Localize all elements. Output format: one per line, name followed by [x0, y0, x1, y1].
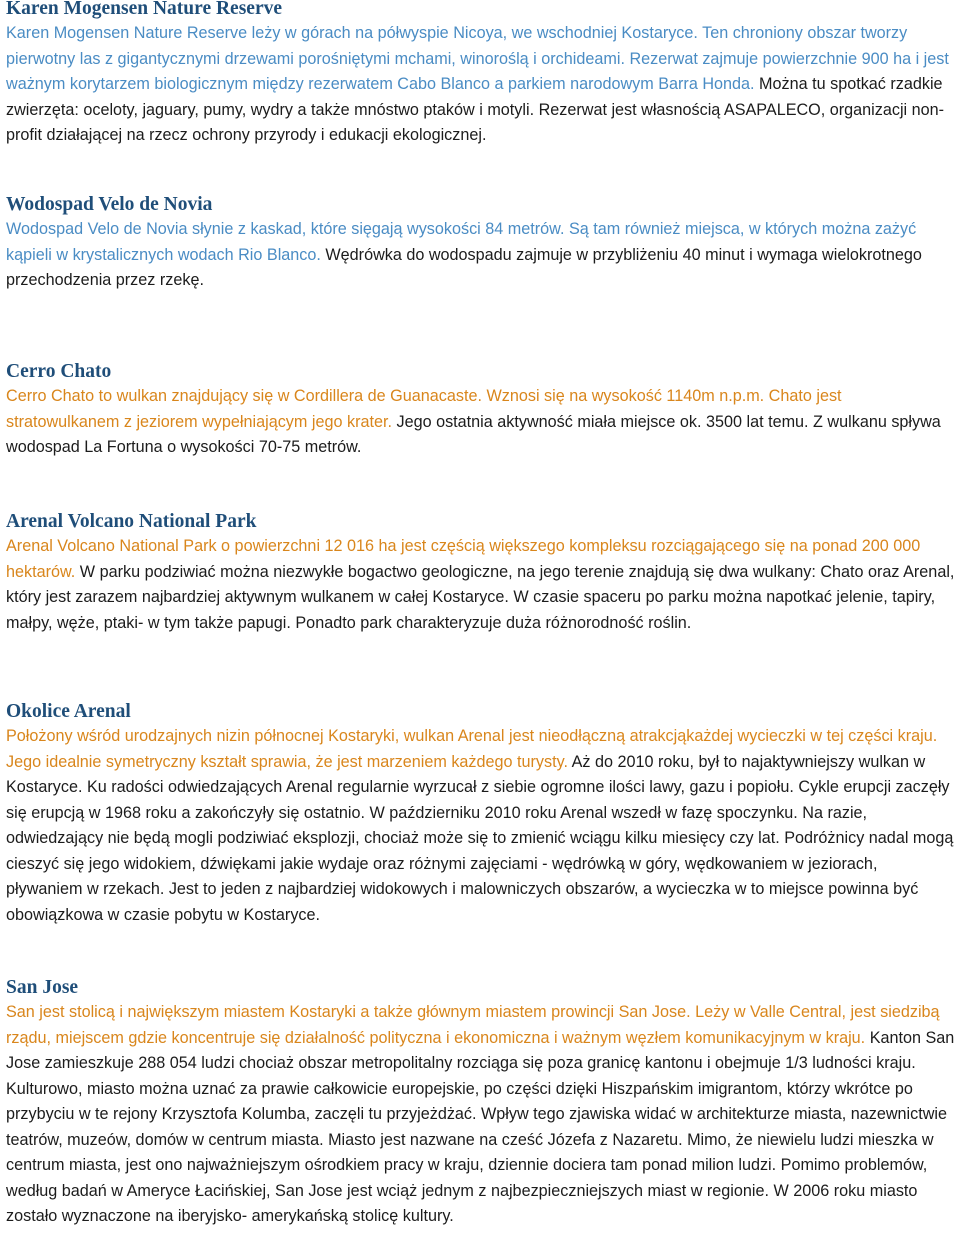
section-title: Arenal Volcano National Park [6, 511, 257, 532]
text-black: Można tu spotkać rzadkie zwierzęta: oceloty, jaguary, pumy, wydry a także mnóstwo ptaków i motyli. Rezerwat jest własnością ASAPALECO, organizacji non- profit działającej na rzecz ochrony przyrody i edukacji ekologicznej. [6, 75, 945, 144]
section-body [6, 217, 956, 294]
section-title: San Jose [6, 977, 79, 998]
section-body [6, 724, 956, 928]
text-black: Wędrówka do wodospadu zajmuje w przybliżeniu 40 minut i wymaga wielokrotnego przechodzenia przez rzekę. [6, 245, 922, 289]
section-body [6, 534, 956, 636]
text-black: Kanton San Jose zamieszkuje 288 054 ludzi chociaż obszar metropolitalny rozciąga się poza granicę kantonu i obejmuje 1/3 ludności kraju. Kulturowo, miasto można uznać za prawie całkowicie europejskie, po części dzięki Hiszpańskim imigrantom, którzy wkrótce po przybyciu w te rejony Krzysztofa Kolumba, zaczęli tu przyjeżdżać. Wpływ tego zjawiska widać w architekturze miasta, nazewnictwie teatrów, muzeów, domów w centrum miasta. Miasto jest nazwane na cześć Józefa z Nazaretu. Mimo, że niewielu ludzi mieszka w centrum miasta, jest ono najważniejszym ośrodkiem pracy w kraju, dziennie dociera tam ponad milion ludzi. Pomimo problemów, według badań w Ameryce Łacińskiej, San Jose jest wciąż jednym z najbezpieczniejszych miast w regionie. W 2006 roku miasto zostało wyznaczone na iberyjsko- amerykańską stolicę kultury. [6, 1028, 955, 1225]
text-black: Aż do 2010 roku, był to najaktywniejszy wulkan w Kostaryce. Ku radości odwiedzających Arenal regularnie wyrzucał z siebie ogromne ilości lawy, gazu i popiołu. Cykle erupcji zaczęły się erupcją w 1968 roku a zakończyły się ostatnio. W październiku 2010 roku Arenal wszedł w fazę spoczynku. Na razie, odwiedzający nie będą mogli podziwiać eksplozji, chociaż może się to zmienić wciągu kilku miesięcy czy lat. Podróżnicy nadal mogą cieszyć się jego widokiem, dźwiękami jakie wydaje oraz różnymi zajęciami - wędrówką w góry, wędkowaniem w jeziorach, pływaniem w rzekach. Jest to jeden z najbardziej widokowych i malowniczych obszarów, a wycieczka w to miejsce powinna być obowiązkowa w czasie pobytu w Kostaryce. [6, 752, 954, 924]
text-orange: Arenal Volcano National Park o powierzchni 12 016 ha jest częścią większego kompleksu rozciągającego się na ponad 200 000 hektarów. [6, 537, 921, 581]
text-blue: Karen Mogensen Nature Reserve leży w górach na półwyspie Nicoya, we wschodniej Kostaryce. Ten chroniony obszar tworzy pierwotny las z gigantycznymi drzewami porośniętymi mchami, winoroślą i orchideami. [6, 24, 908, 68]
section-karen-mogensen [6, 0, 956, 149]
text-orange: Cerro Chato to wulkan znajdujący się w Cordillera de Guanacaste. [6, 387, 482, 405]
section-body [6, 1000, 956, 1230]
section-body [6, 21, 956, 149]
text-orange: Jego idealnie symetryczny kształt sprawia, że jest marzeniem każdego turysty. [6, 752, 568, 771]
section-title: Wodospad Velo de Novia [6, 194, 213, 215]
text-orange: Wznosi się na wysokość 1140m n.p.m. Chato jest stratowulkanem z jeziorem wypełniającym jego krater. [6, 387, 842, 431]
section-okolice-arenal [6, 700, 956, 928]
text-orange: Położony wśród urodzajnych nizin północnej Kostaryki, wulkan Arenal jest nieodłączną atrakcjąkażdej wycieczki w tej części kraju. [6, 727, 938, 745]
section-body [6, 384, 956, 461]
section-title: Okolice Arenal [6, 701, 131, 722]
section-arenal-national-park [6, 510, 956, 636]
section-title: Karen Mogensen Nature Reserve [6, 0, 283, 19]
text-orange: Leży w Valle Central, jest siedzibą rządu, miejscem gdzie koncentruje się działalność polityczna i ekonomiczna i ważnym węzłem komunikacyjnym w kraju. [6, 1003, 940, 1047]
section-title: Cerro Chato [6, 361, 112, 382]
section-san-jose [6, 976, 956, 1230]
text-blue: Rezerwat zajmuje powierzchnie 900 ha i jest ważnym korytarzem biologicznym między rezerwatem Cabo Blanco a parkiem narodowym Barra Honda. [6, 49, 949, 93]
text-blue: Wodospad Velo de Novia słynie z kaskad, które sięgają wysokości 84 metrów. [6, 220, 565, 238]
text-black: W parku podziwiać można niezwykłe bogactwo geologiczne, na jego terenie znajdują się dwa wulkany: Chato oraz Arenal, który jest zarazem najbardziej aktywnym wulkanem w całej Kostaryce. W czasie spaceru po parku można napotkać jelenie, tapiry, małpy, węże, ptaki- w tym także papugi. Ponadto park charakteryzuje duża różnorodność roślin. [6, 562, 955, 632]
text-blue: Są tam również miejsca, w których można zażyć kąpieli w krystalicznych wodach Rio Blanco. [6, 220, 917, 264]
section-velo-de-novia [6, 193, 956, 294]
section-cerro-chato [6, 360, 956, 461]
text-orange: San jest stolicą i największym miastem Kostaryki a także głównym miastem prowincji San Jose. [6, 1003, 691, 1021]
text-black: Jego ostatnia aktywność miała miejsce ok. 3500 lat temu. Z wulkanu spływa wodospad La Fortuna o wysokości 70-75 metrów. [6, 412, 941, 456]
